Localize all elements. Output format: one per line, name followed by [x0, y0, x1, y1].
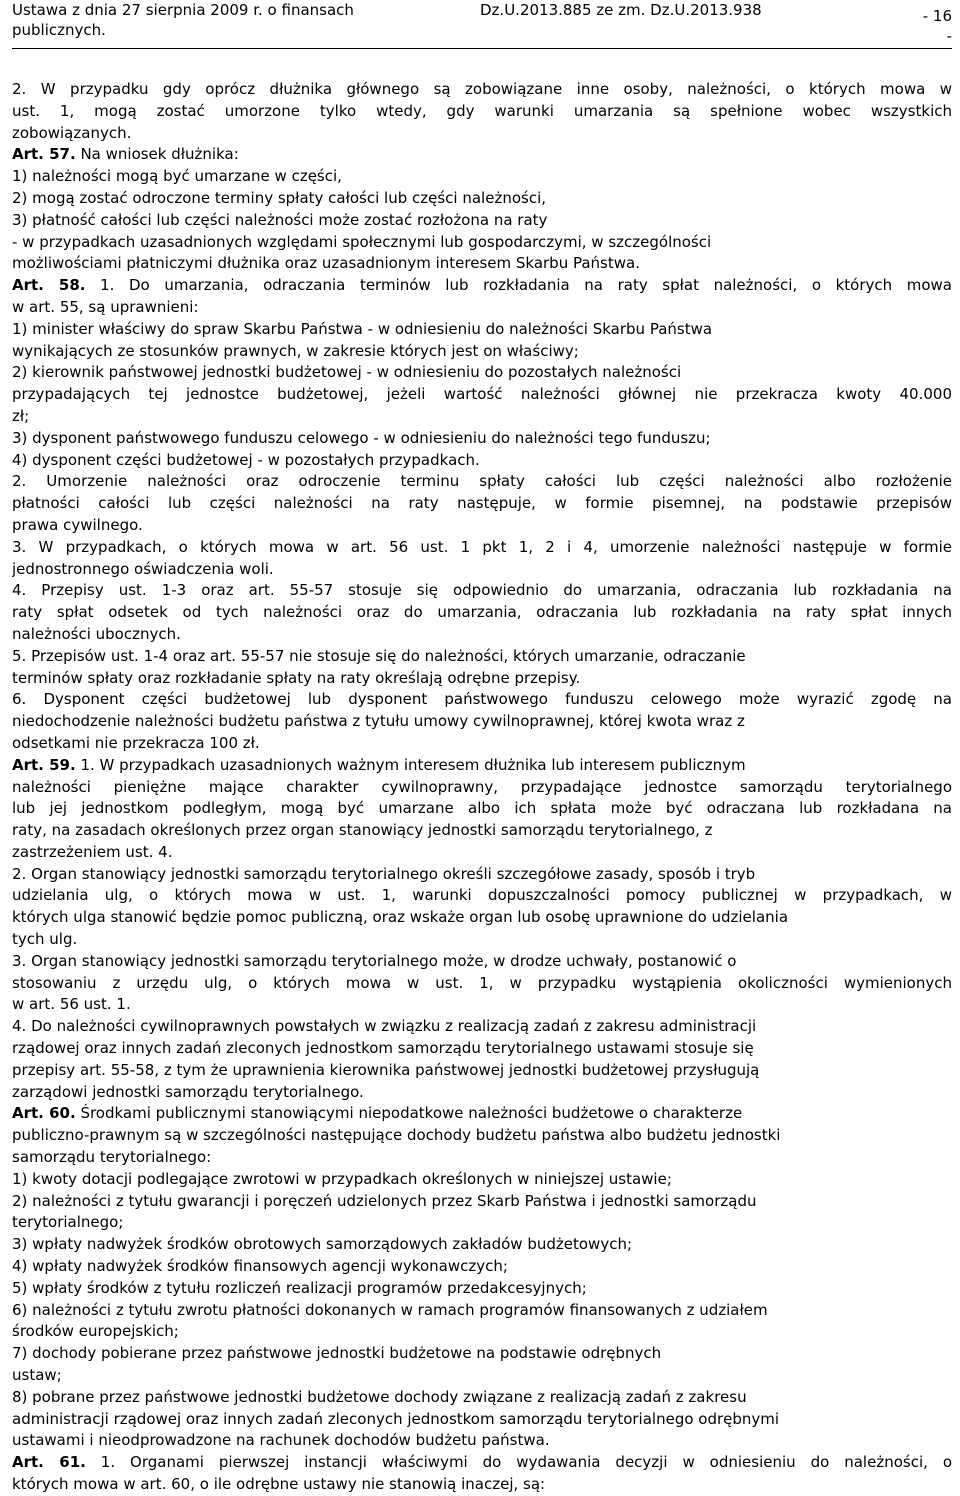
text-line — [12, 1016, 952, 1038]
line-text: administracji rządowej oraz innych zadań zleconych jednostkom samorządu terytorialnego odrębnymi — [12, 1409, 780, 1428]
text-line — [12, 1430, 952, 1452]
text-line — [12, 929, 952, 951]
text-line — [12, 1343, 952, 1365]
line-text: 7) dochody pobierane przez państwowe jednostki budżetowe na podstawie odrębnych — [12, 1344, 662, 1363]
line-text: stosowaniu z urzędu ulg, o których mowa w ust. 1, w przypadku wystąpienia okoliczności wymienionych — [12, 973, 952, 992]
line-text: 3. W przypadkach, o których mowa w art. 56 ust. 1 pkt 1, 2 i 4, umorzenie należności następuje w formie — [12, 537, 952, 556]
line-text: jednostronnego oświadczenia woli. — [12, 559, 274, 578]
text-line — [12, 1452, 952, 1474]
line-text: których mowa w art. 60, o ile odrębne ustawy nie stanowią inaczej, są: — [12, 1475, 546, 1493]
line-text: możliwościami płatniczymi dłużnika oraz uzasadnionym interesem Skarbu Państwa. — [12, 254, 640, 273]
text-line — [12, 864, 952, 886]
text-line — [12, 493, 952, 515]
text-line — [12, 1300, 952, 1322]
line-text: 1. Do umarzania, odraczania terminów lub rozkładania na raty spłat należności, o których mowa — [85, 276, 952, 295]
line-text: przepisy art. 55-58, z tym że uprawnienia kierownika państwowej jednostki budżetowej przysługują — [12, 1060, 760, 1079]
line-text: 3) dysponent państwowego funduszu celowego - w odniesieniu do należności tego funduszu; — [12, 428, 711, 447]
document-title-line-1: Ustawa z dnia 27 sierpnia 2009 r. o finansach — [12, 1, 354, 19]
line-text: ust. 1, mogą zostać umorzone tylko wtedy, gdy warunki umarzania są spełnione wobec wszystkich — [12, 101, 952, 120]
line-text: 4. Do należności cywilnoprawnych powstałych w związku z realizacją zadań z zakresu administracji — [12, 1017, 757, 1036]
line-text: 8) pobrane przez państwowe jednostki budżetowe dochody związane z realizacją zadań z zakresu — [12, 1387, 747, 1406]
line-text: odsetkami nie przekracza 100 zł. — [12, 733, 260, 752]
text-line — [12, 188, 952, 210]
line-text: w art. 55, są uprawnieni: — [12, 297, 199, 316]
text-line — [12, 1125, 952, 1147]
line-text: środków europejskich; — [12, 1322, 179, 1341]
text-line — [12, 319, 952, 341]
line-text: 5. Przepisów ust. 1-4 oraz art. 55-57 nie stosuje się do należności, których umarzanie, odraczanie — [12, 646, 746, 665]
text-line — [12, 798, 952, 820]
line-text: udzielania ulg, o których mowa w ust. 1, warunki dopuszczalności pomocy publicznej w przypadkach, w — [12, 886, 952, 905]
text-line — [12, 580, 952, 602]
text-line — [12, 842, 952, 864]
text-line — [12, 341, 952, 363]
text-line — [12, 1038, 952, 1060]
text-line — [12, 973, 952, 995]
line-text: 3. Organ stanowiący jednostki samorządu terytorialnego może, w drodze uchwały, postanowić o — [12, 951, 737, 970]
line-text: Środkami publicznymi stanowiącymi niepodatkowe należności budżetowe o charakterze — [75, 1104, 743, 1123]
line-text: 6. Dysponent części budżetowej lub dysponent państwowego funduszu celowego może wyrazić zgodę na — [12, 690, 952, 709]
text-line — [12, 1103, 952, 1125]
line-text: samorządu terytorialnego: — [12, 1148, 212, 1167]
text-line — [12, 668, 952, 690]
text-line — [12, 101, 952, 123]
page-number — [923, 6, 952, 46]
text-line — [12, 362, 952, 384]
text-line — [12, 123, 952, 145]
text-line — [12, 166, 952, 188]
line-text: płatności całości lub części należności na raty następuje, w formie pisemnej, na podstawie przepisów — [12, 494, 952, 513]
article-number: Art. 61. — [12, 1453, 86, 1472]
text-line — [12, 559, 952, 581]
line-text: ustawami i nieodprowadzone na rachunek dochodów budżetu państwa. — [12, 1431, 550, 1450]
line-text: 6) należności z tytułu zwrotu płatności dokonanych w ramach programów finansowanych z udziałem — [12, 1300, 768, 1319]
line-text: 3) płatność całości lub części należności może zostać rozłożona na raty — [12, 210, 548, 229]
line-text: 3) wpłaty nadwyżek środków obrotowych samorządowych zakładów budżetowych; — [12, 1235, 633, 1254]
line-text: raty spłat odsetek od tych należności oraz do umarzania, odraczania lub rozkładania na raty spłat innych — [12, 603, 952, 622]
text-line — [12, 1409, 952, 1431]
line-text: 2) mogą zostać odroczone terminy spłaty całości lub części należności, — [12, 188, 547, 207]
page-number-value: - 16 — [922, 7, 952, 25]
text-line — [12, 144, 952, 166]
article-number: Art. 58. — [12, 276, 86, 295]
journal-reference: Dz.U.2013.885 ze zm. Dz.U.2013.938 — [480, 1, 762, 19]
text-line — [12, 297, 952, 319]
text-line — [12, 1082, 952, 1104]
document-title-line-2: publicznych. — [12, 21, 106, 39]
text-line — [12, 711, 952, 733]
text-line — [12, 450, 952, 472]
line-text: 1) kwoty dotacji podlegające zwrotowi w przypadkach określonych w niniejszej ustawie; — [12, 1169, 672, 1188]
line-text: niedochodzenie należności budżetu państwa z tytułu umowy cywilnoprawnej, której kwota wraz z — [12, 712, 745, 731]
line-text: - w przypadkach uzasadnionych względami społecznymi lub gospodarczymi, w szczególności — [12, 232, 712, 251]
line-text: 1) należności mogą być umarzane w części, — [12, 167, 342, 186]
line-text: Na wniosek dłużnika: — [75, 145, 239, 164]
line-text: zobowiązanych. — [12, 123, 132, 142]
line-text: 4) wpłaty nadwyżek środków finansowych agencji wykonawczych; — [12, 1257, 508, 1276]
line-text: prawa cywilnego. — [12, 515, 143, 534]
line-text: ustaw; — [12, 1366, 62, 1385]
text-line — [12, 428, 952, 450]
line-text: 2. Umorzenie należności oraz odroczenie terminu spłaty całości lub części należności albo rozłożenie — [12, 472, 952, 491]
text-line — [12, 1169, 952, 1191]
text-line — [12, 210, 952, 232]
line-text: 2) należności z tytułu gwarancji i poręczeń udzielonych przez Skarb Państwa i jednostki samorządu — [12, 1191, 757, 1210]
line-text: zastrzeżeniem ust. 4. — [12, 842, 173, 861]
text-line — [12, 1474, 952, 1496]
text-line — [12, 1191, 952, 1213]
text-line — [12, 1147, 952, 1169]
line-text: przypadających tej jednostce budżetowej, jeżeli wartość należności głównej nie przekracza kwoty 40.000 — [12, 385, 952, 404]
text-line — [12, 515, 952, 537]
text-line — [12, 1234, 952, 1256]
line-text: 1. W przypadkach uzasadnionych ważnym interesem dłużnika lub interesem publicznym — [75, 755, 746, 774]
text-line — [12, 1387, 952, 1409]
text-line — [12, 1278, 952, 1300]
text-line — [12, 1365, 952, 1387]
text-line — [12, 907, 952, 929]
text-line — [12, 624, 952, 646]
line-text: 4. Przepisy ust. 1-3 oraz art. 55-57 stosuje się odpowiednio do umarzania, odraczania lub rozkładania na — [12, 581, 952, 600]
line-text: publiczno-prawnym są w szczególności następujące dochody budżetu państwa albo budżetu jednostki — [12, 1126, 781, 1145]
line-text: 1. Organami pierwszej instancji właściwymi do wydawania decyzji w odniesieniu do należności, o — [85, 1453, 952, 1472]
article-number: Art. 60. — [12, 1104, 76, 1123]
text-line — [12, 951, 952, 973]
line-text: lub jej jednostkom podległym, mogą być umarzane albo ich spłata może być odraczana lub rozkładana na — [12, 799, 952, 818]
text-line — [12, 689, 952, 711]
text-line — [12, 1256, 952, 1278]
page-header — [12, 0, 952, 49]
line-text: wynikających ze stosunków prawnych, w zakresie których jest on właściwy; — [12, 341, 579, 360]
page-number-dash: - — [946, 27, 952, 45]
line-text: 2) kierownik państwowej jednostki budżetowej - w odniesieniu do pozostałych należności — [12, 363, 682, 382]
line-text: należności ubocznych. — [12, 624, 181, 643]
text-line — [12, 755, 952, 777]
line-text: 1) minister właściwy do spraw Skarbu Państwa - w odniesieniu do należności Skarbu Państwa — [12, 319, 713, 338]
line-text: terminów spłaty oraz rozkładanie spłaty na raty określają odrębne przepisy. — [12, 668, 581, 687]
text-line — [12, 1212, 952, 1234]
text-line — [12, 253, 952, 275]
text-line — [12, 232, 952, 254]
article-number: Art. 57. — [12, 145, 76, 164]
line-text: zarządowi jednostki samorządu terytorialnego. — [12, 1082, 364, 1101]
line-text: 2. W przypadku gdy oprócz dłużnika głównego są zobowiązane inne osoby, należności, o których mowa w — [12, 80, 952, 98]
line-text: 5) wpłaty środków z tytułu rozliczeń realizacji programów przedakcesyjnych; — [12, 1278, 587, 1297]
text-line — [12, 537, 952, 559]
text-line — [12, 384, 952, 406]
text-line — [12, 820, 952, 842]
text-line — [12, 602, 952, 624]
text-line — [12, 885, 952, 907]
text-line — [12, 994, 952, 1016]
line-text: tych ulg. — [12, 930, 78, 949]
line-text: 2. Organ stanowiący jednostki samorządu terytorialnego określi szczegółowe zasady, sposób i tryb — [12, 864, 756, 883]
text-line — [12, 79, 952, 101]
line-text: 4) dysponent części budżetowej - w pozostałych przypadkach. — [12, 450, 480, 469]
line-text: w art. 56 ust. 1. — [12, 995, 131, 1014]
line-text: raty, na zasadach określonych przez organ stanowiący jednostki samorządu terytorialnego, z — [12, 821, 713, 840]
text-line — [12, 777, 952, 799]
document-body — [12, 79, 952, 1496]
text-line — [12, 646, 952, 668]
document-title — [12, 0, 392, 40]
text-line — [12, 1060, 952, 1082]
text-line — [12, 1321, 952, 1343]
line-text: terytorialnego; — [12, 1213, 124, 1232]
line-text: należności pieniężne mające charakter cywilnoprawny, przypadające jednostce samorządu terytorialnego — [12, 777, 952, 796]
article-number: Art. 59. — [12, 755, 76, 774]
line-text: zł; — [12, 406, 30, 425]
text-line — [12, 471, 952, 493]
line-text: rządowej oraz innych zadań zleconych jednostkom samorządu terytorialnego ustawami stosuje się — [12, 1039, 754, 1058]
text-line — [12, 406, 952, 428]
text-line — [12, 275, 952, 297]
line-text: których ulga stanowić będzie pomoc publiczną, oraz wskaże organ lub osobę uprawnione do udzielania — [12, 908, 789, 927]
text-line — [12, 733, 952, 755]
